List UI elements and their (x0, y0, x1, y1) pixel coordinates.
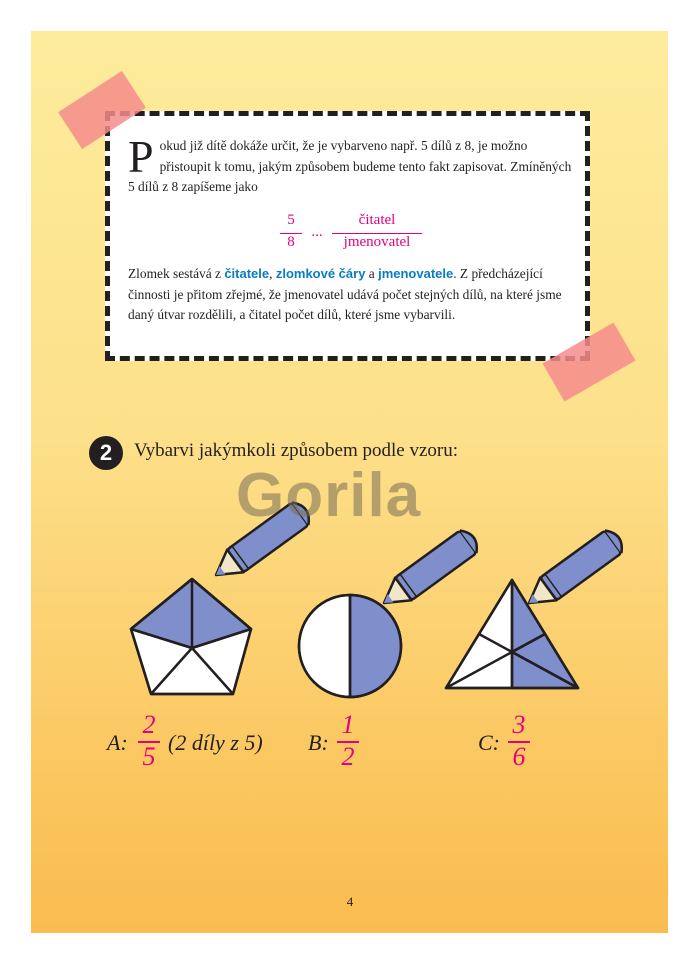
para2-end: . Z předcházející činnosti je přitom zřejmé, že jmenovatel udává počet stejných dílů, na které jsme daný útvar rozdělili, a čitatel počet dílů, které jsme vybarvili. (128, 266, 562, 322)
para2-sep1: , (269, 266, 276, 281)
pencil-icon (376, 526, 482, 614)
answer-a-denominator: 5 (142, 742, 156, 771)
circle-shape (299, 595, 401, 697)
term-fraction-bar: zlomkové čáry (275, 266, 366, 281)
answer-c-label: C: (478, 730, 500, 755)
watermark-logo: Gorila (236, 461, 422, 530)
pentagon-shape (131, 579, 251, 694)
term-denominator: jmenovatele (378, 266, 454, 281)
task-instruction: Vybarvi jakýmkoli způsobem podle vzoru: (134, 440, 458, 461)
formula-denominator: 8 (287, 234, 295, 250)
pencil-icon (521, 526, 627, 614)
answer-b-denominator: 2 (341, 742, 355, 771)
para2-start: Zlomek sestává z (128, 266, 225, 281)
drop-cap: P (128, 131, 154, 182)
page-number: 4 (346, 894, 354, 909)
task-number-badge: 2 (89, 436, 123, 470)
formula-word-denominator: jmenovatel (343, 234, 411, 250)
info-paragraph-1-text: okud již dítě dokáže určit, že je vybarveno např. 5 dílů z 8, je možno přistoupit k tomu, jakým způsobem budeme tento fakt zapisovat. Zmíněných 5 dílů z 8 zapíšeme jako (128, 138, 572, 194)
formula-word-numerator: čitatel (358, 212, 396, 228)
answer-a-label: A: (107, 730, 128, 755)
para2-sep2: a (365, 266, 379, 281)
answer-a-note: (2 díly z 5) (168, 730, 263, 755)
answer-b-numerator: 1 (341, 710, 355, 739)
term-numerator: čitatele (224, 266, 270, 281)
answer-c-denominator: 6 (512, 742, 526, 771)
answer-a-numerator: 2 (142, 710, 156, 739)
formula-dots: ... (311, 224, 323, 240)
answer-b-label: B: (308, 730, 329, 755)
answer-c-numerator: 3 (512, 710, 526, 739)
formula-numerator: 5 (287, 212, 295, 228)
